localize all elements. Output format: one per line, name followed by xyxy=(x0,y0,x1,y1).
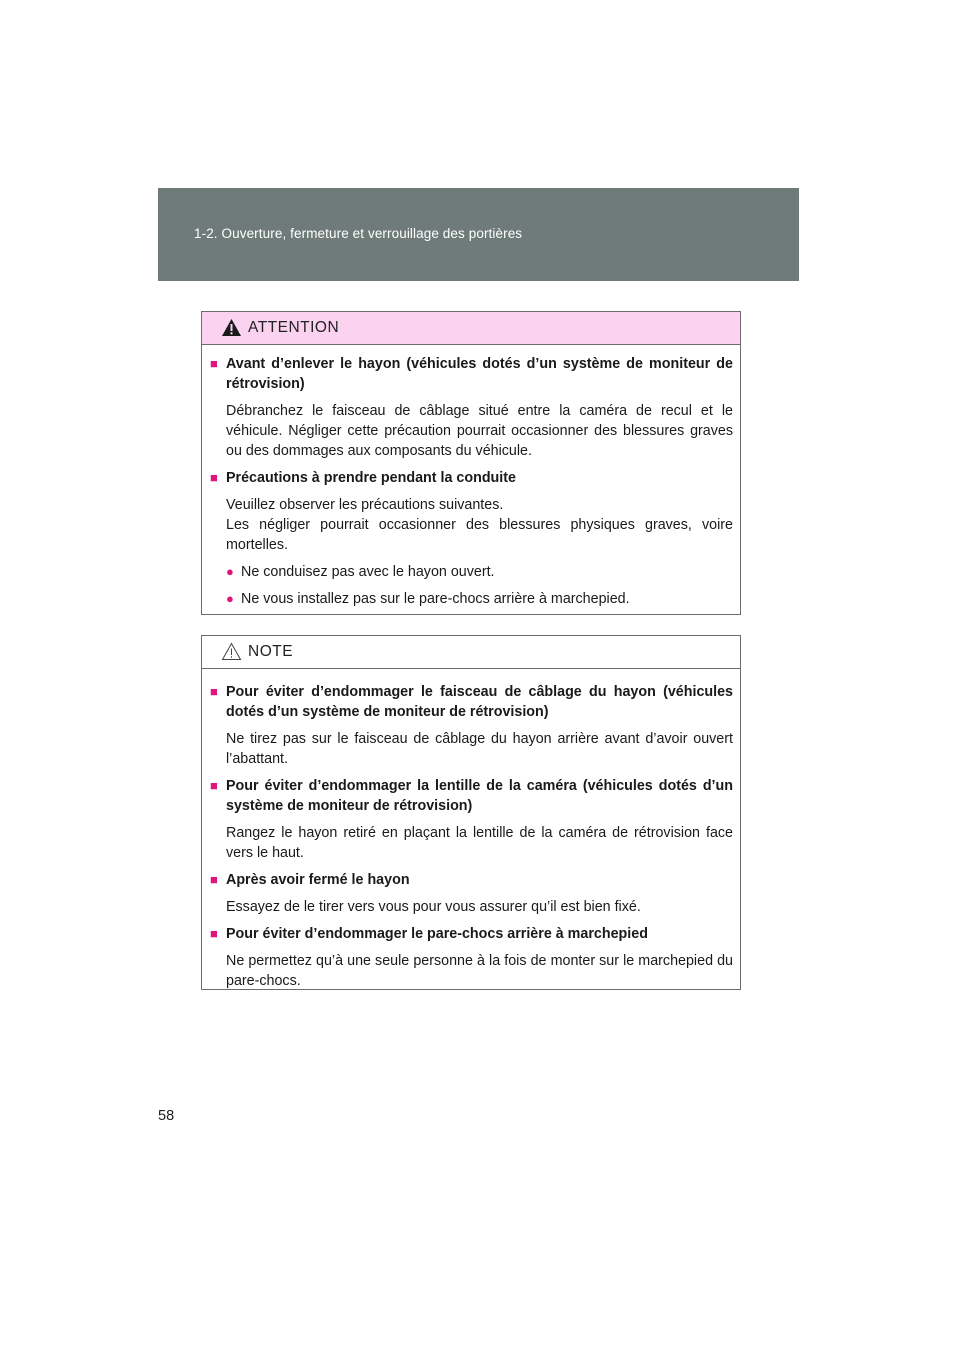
warning-icon xyxy=(221,318,242,337)
attention-section xyxy=(210,354,733,461)
section-text: Rangez le hayon retiré en plaçant la lentille de la caméra de rétrovision face vers le haut. xyxy=(226,825,733,861)
section-heading: Pour éviter d’endommager le faisceau de câblage du hayon (véhicules dotés d’un système de moniteur de rétrovision) xyxy=(226,684,733,720)
square-bullet-icon: ■ xyxy=(210,872,218,887)
section-heading: Après avoir fermé le hayon xyxy=(226,872,410,888)
page-number: 58 xyxy=(158,1108,175,1124)
section-heading: Pour éviter d’endommager le pare-chocs arrière à marchepied xyxy=(226,926,648,942)
note-label: NOTE xyxy=(248,643,294,660)
section-text: Ne permettez qu’à une seule personne à la fois de monter sur le marchepied du pare-chocs. xyxy=(226,953,733,989)
note-section xyxy=(210,870,733,917)
section-text: Débranchez le faisceau de câblage situé entre la caméra de recul et le véhicule. Négliger cette précaution pourrait occasionner des blessures graves ou des dommages aux composants du véhicule. xyxy=(226,403,733,459)
note-section xyxy=(210,776,733,863)
note-section xyxy=(210,924,733,991)
note-header xyxy=(202,636,740,669)
section-heading: Avant d’enlever le hayon (véhicules dotés d’un système de moniteur de rétrovision) xyxy=(226,356,733,392)
section-text: Veuillez observer les précautions suivantes. xyxy=(226,497,504,513)
square-bullet-icon: ■ xyxy=(210,356,218,371)
note-box xyxy=(201,635,741,990)
list-item: ● Ne conduisez pas avec le hayon ouvert. xyxy=(226,564,495,580)
chapter-header xyxy=(158,188,799,281)
list-item: ● Ne vous installez pas sur le pare-chocs arrière à marchepied. xyxy=(226,591,630,607)
round-bullet-icon: ● xyxy=(226,591,234,606)
section-heading: Précautions à prendre pendant la conduite xyxy=(226,470,516,486)
section-text: Essayez de le tirer vers vous pour vous assurer qu’il est bien fixé. xyxy=(226,899,641,915)
square-bullet-icon: ■ xyxy=(210,926,218,941)
square-bullet-icon: ■ xyxy=(210,778,218,793)
square-bullet-icon: ■ xyxy=(210,684,218,699)
section-heading: Pour éviter d’endommager la lentille de la caméra (véhicules dotés d’un système de moniteur de rétrovision) xyxy=(226,778,733,814)
section-text: Ne tirez pas sur le faisceau de câblage du hayon arrière avant d’avoir ouvert l’abattant. xyxy=(226,731,733,767)
round-bullet-icon: ● xyxy=(226,564,234,579)
square-bullet-icon: ■ xyxy=(210,470,218,485)
note-section xyxy=(210,682,733,769)
attention-box xyxy=(201,311,741,615)
attention-section xyxy=(210,468,733,609)
caution-outline-icon xyxy=(221,642,242,661)
section-title: 1-2. Ouverture, fermeture et verrouillage des portières xyxy=(194,226,523,241)
attention-header xyxy=(202,312,740,345)
section-text: Les négliger pourrait occasionner des blessures physiques graves, voire mortelles. xyxy=(226,517,733,553)
attention-label: ATTENTION xyxy=(248,319,340,336)
